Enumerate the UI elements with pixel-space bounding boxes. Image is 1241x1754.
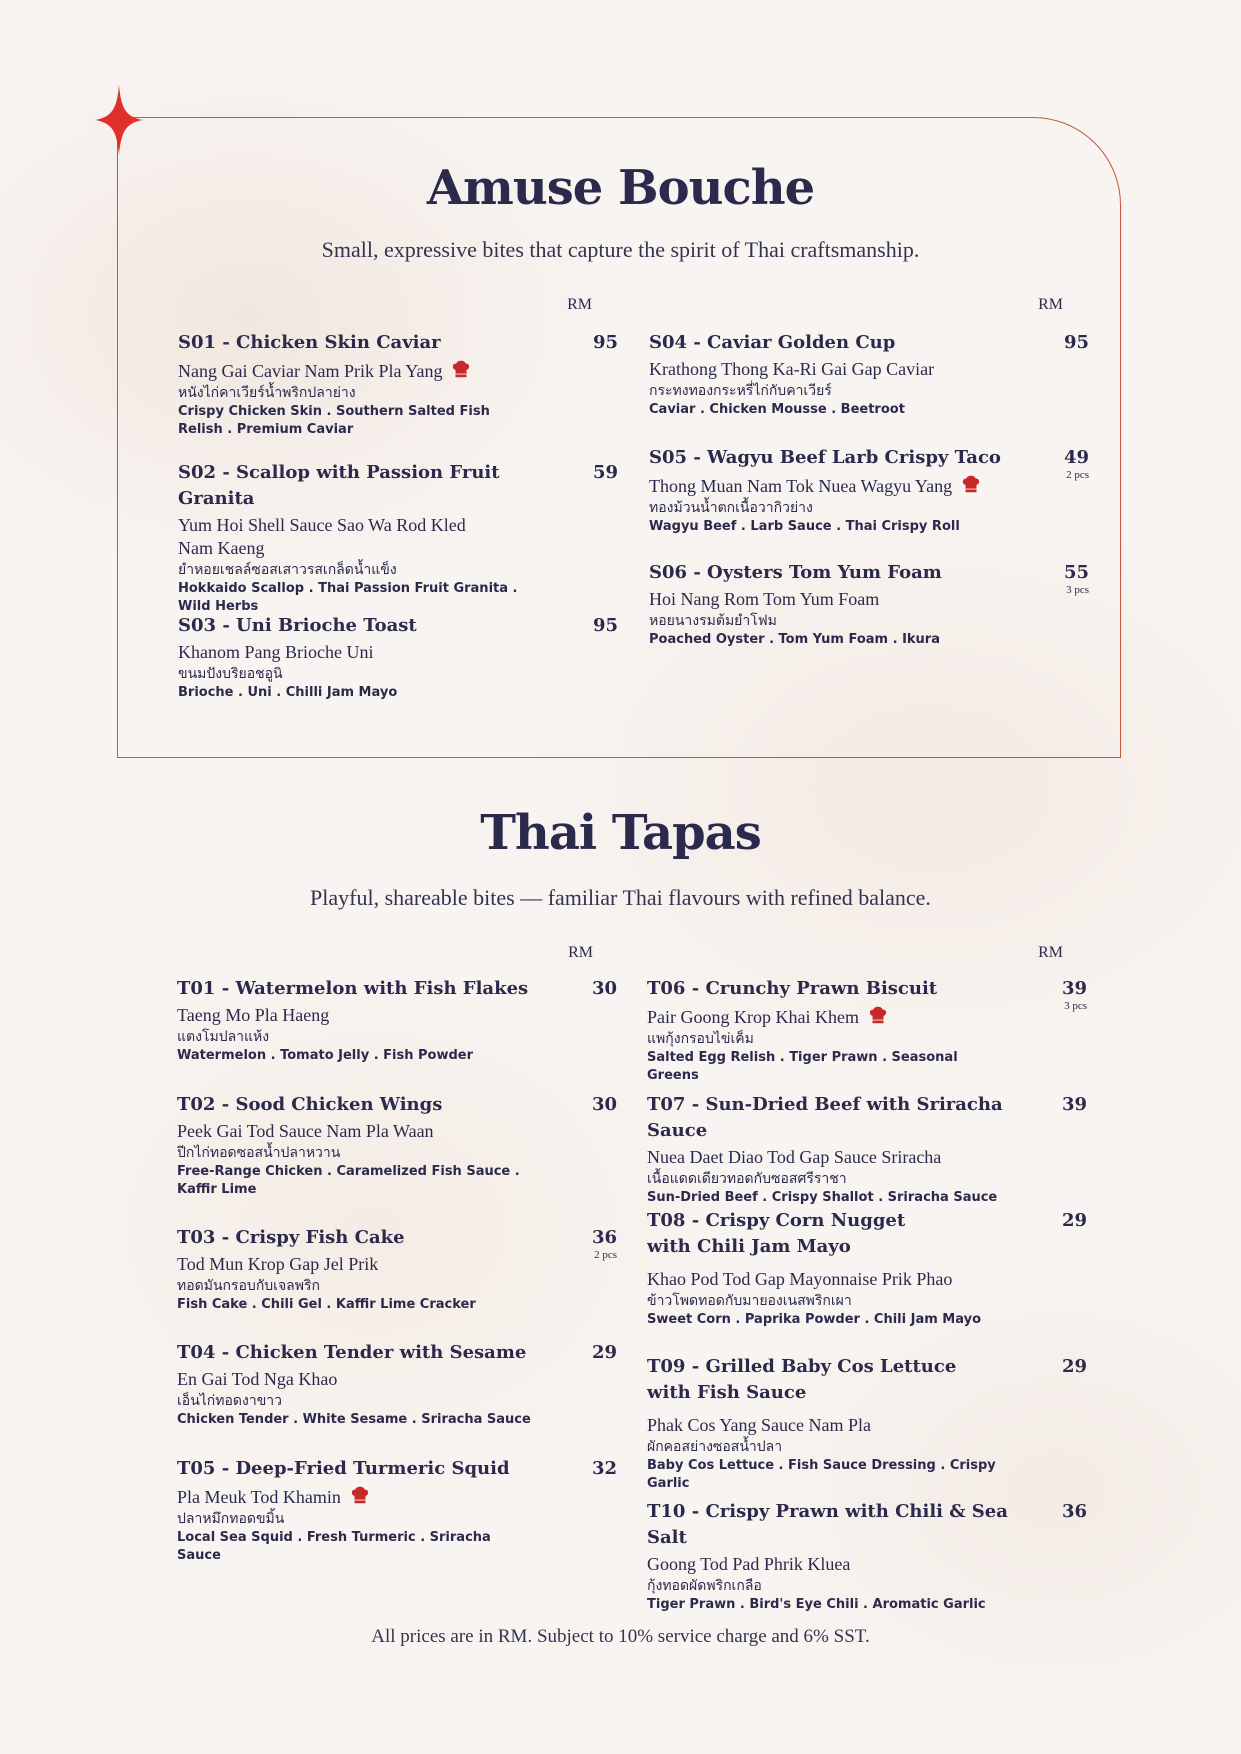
item-price: 29 xyxy=(1061,1210,1087,1231)
menu-item xyxy=(647,1499,1087,1614)
item-price: 95 xyxy=(1063,332,1089,353)
menu-item xyxy=(177,1225,617,1314)
item-thai: ยำหอยเชลล์ซอสเสาวรสเกล็ดน้ำแข็ง xyxy=(178,562,397,578)
item-thai-romanized: Krathong Thong Ka-Ri Gai Gap Caviar xyxy=(649,359,935,379)
menu-item xyxy=(177,1092,617,1199)
item-name: T08 - Crispy Corn Nugget with Chili Jam Mayo xyxy=(647,1210,906,1257)
item-thai: แตงโมปลาแห้ง xyxy=(177,1029,270,1045)
item-price: 39 xyxy=(1061,978,1087,999)
item-thai-romanized: Goong Tod Pad Phrik Kluea xyxy=(647,1554,851,1574)
item-price: 32 xyxy=(591,1458,617,1479)
item-thai-romanized: Thong Muan Nam Tok Nuea Wagyu Yang xyxy=(649,476,953,496)
menu-item xyxy=(647,976,1087,1085)
item-name: T10 - Crispy Prawn with Chili & Sea Salt xyxy=(647,1501,1008,1548)
tapas-rm-left: RM xyxy=(568,944,593,961)
item-thai-romanized: Hoi Nang Rom Tom Yum Foam xyxy=(649,589,880,609)
item-name: T01 - Watermelon with Fish Flakes xyxy=(177,978,529,999)
item-name: T03 - Crispy Fish Cake xyxy=(177,1227,405,1248)
item-price: 29 xyxy=(1061,1356,1087,1377)
item-thai-romanized: Tod Mun Krop Gap Jel Prik xyxy=(177,1254,379,1274)
item-thai-romanized: Peek Gai Tod Sauce Nam Pla Waan xyxy=(177,1121,434,1141)
item-description: Free-Range Chicken . Caramelized Fish Sauce . Kaffir Lime xyxy=(177,1164,520,1197)
chef-hat-icon xyxy=(349,1484,371,1506)
item-description: Tiger Prawn . Bird's Eye Chili . Aromatic Garlic xyxy=(647,1597,986,1612)
menu-item xyxy=(649,330,1089,419)
item-description: Fish Cake . Chili Gel . Kaffir Lime Cracker xyxy=(177,1297,476,1312)
item-description: Sweet Corn . Paprika Powder . Chili Jam Mayo xyxy=(647,1312,982,1327)
item-name: T07 - Sun-Dried Beef with Sriracha Sauce xyxy=(647,1094,1003,1141)
item-thai: เนื้อแดดเดียวทอดกับซอสศรีราชา xyxy=(647,1171,847,1187)
item-name: T02 - Sood Chicken Wings xyxy=(177,1094,443,1115)
item-thai: ผักคอสย่างซอสน้ำปลา xyxy=(647,1439,783,1455)
menu-item xyxy=(649,560,1089,649)
item-description: Brioche . Uni . Chilli Jam Mayo xyxy=(178,685,398,700)
item-thai: แพกุ้งกรอบไข่เค็ม xyxy=(647,1031,754,1047)
item-description: Chicken Tender . White Sesame . Sriracha Sauce xyxy=(177,1412,531,1427)
chef-hat-icon xyxy=(960,473,982,495)
item-name: S03 - Uni Brioche Toast xyxy=(178,615,417,636)
item-price: 55 xyxy=(1063,562,1089,583)
item-thai: เอ็นไก่ทอดงาขาว xyxy=(177,1393,282,1409)
item-thai: ปีกไก่ทอดซอสน้ำปลาหวาน xyxy=(177,1145,341,1161)
menu-item xyxy=(177,976,617,1065)
item-thai: กุ้งทอดผัดพริกเกลือ xyxy=(647,1578,762,1594)
item-description: Wagyu Beef . Larb Sauce . Thai Crispy Roll xyxy=(649,519,960,534)
menu-item xyxy=(177,1456,617,1565)
tapas-title: Thai Tapas xyxy=(480,805,761,861)
item-name: S04 - Caviar Golden Cup xyxy=(649,332,896,353)
item-description: Crispy Chicken Skin . Southern Salted Fish Relish . Premium Caviar xyxy=(178,404,490,437)
item-description: Sun-Dried Beef . Crispy Shallot . Sriracha Sauce xyxy=(647,1190,998,1205)
menu-item xyxy=(178,613,618,702)
menu-item xyxy=(647,1092,1087,1207)
item-price: 36 xyxy=(591,1227,617,1248)
amuse-rm-right: RM xyxy=(1038,296,1063,313)
menu-item xyxy=(178,330,618,439)
item-name: S05 - Wagyu Beef Larb Crispy Taco xyxy=(649,447,1001,468)
amuse-rm-left: RM xyxy=(567,296,592,313)
item-price: 36 xyxy=(1061,1501,1087,1522)
chef-hat-icon xyxy=(867,1004,889,1026)
item-thai: ปลาหมึกทอดขมิ้น xyxy=(177,1511,285,1527)
item-thai-romanized: Khanom Pang Brioche Uni xyxy=(178,642,374,662)
item-name: S01 - Chicken Skin Caviar xyxy=(178,332,441,353)
menu-item xyxy=(649,445,1089,536)
item-portion: 2 pcs xyxy=(1066,469,1089,481)
item-name: S06 - Oysters Tom Yum Foam xyxy=(649,562,942,583)
item-thai-romanized: Yum Hoi Shell Sauce Sao Wa Rod Kled Nam Kaeng xyxy=(178,515,466,558)
amuse-subtitle: Small, expressive bites that capture the spirit of Thai craftsmanship. xyxy=(321,237,920,262)
sparkle-star-icon xyxy=(95,85,143,155)
item-price: 95 xyxy=(592,332,618,353)
item-thai-romanized: Pla Meuk Tod Khamin xyxy=(177,1487,341,1507)
item-price: 30 xyxy=(591,1094,617,1115)
item-name: T04 - Chicken Tender with Sesame xyxy=(177,1342,527,1363)
item-portion: 3 pcs xyxy=(1066,584,1089,596)
item-thai: กระทงทองกระหรี่ไก่กับคาเวียร์ xyxy=(649,383,832,399)
item-thai-romanized: Phak Cos Yang Sauce Nam Pla xyxy=(647,1415,871,1435)
item-thai-romanized: Nuea Daet Diao Tod Gap Sauce Sriracha xyxy=(647,1147,942,1167)
item-name: S02 - Scallop with Passion Fruit Granita xyxy=(178,462,500,509)
item-thai: ข้าวโพดทอดกับมายองเนสพริกเผา xyxy=(647,1293,852,1309)
menu-item xyxy=(177,1340,617,1429)
item-portion: 2 pcs xyxy=(594,1249,617,1261)
item-thai-romanized: Taeng Mo Pla Haeng xyxy=(177,1005,330,1025)
item-price: 39 xyxy=(1061,1094,1087,1115)
item-description: Poached Oyster . Tom Yum Foam . Ikura xyxy=(649,632,940,647)
tapas-subtitle: Playful, shareable bites — familiar Thai flavours with refined balance. xyxy=(310,885,931,910)
item-price: 95 xyxy=(592,615,618,636)
item-description: Hokkaido Scallop . Thai Passion Fruit Granita . Wild Herbs xyxy=(178,581,518,614)
chef-hat-icon xyxy=(450,358,472,380)
menu-item xyxy=(178,460,618,616)
item-description: Baby Cos Lettuce . Fish Sauce Dressing . Crispy Garlic xyxy=(647,1458,996,1491)
item-portion: 3 pcs xyxy=(1064,1000,1087,1012)
item-description: Local Sea Squid . Fresh Turmeric . Sriracha Sauce xyxy=(177,1530,491,1563)
amuse-title: Amuse Bouche xyxy=(426,160,815,216)
item-thai-romanized: Khao Pod Tod Gap Mayonnaise Prik Phao xyxy=(647,1269,953,1289)
item-description: Caviar . Chicken Mousse . Beetroot xyxy=(649,402,905,417)
item-name: T05 - Deep-Fried Turmeric Squid xyxy=(177,1458,510,1479)
item-name: T09 - Grilled Baby Cos Lettuce with Fish Sauce xyxy=(647,1356,957,1403)
item-price: 30 xyxy=(591,978,617,999)
item-thai: ขนมปังบริยอชอูนิ xyxy=(178,666,283,682)
item-description: Salted Egg Relish . Tiger Prawn . Seasonal Greens xyxy=(647,1050,958,1083)
menu-item xyxy=(647,1208,1087,1329)
item-price: 29 xyxy=(591,1342,617,1363)
footer-note: All prices are in RM. Subject to 10% service charge and 6% SST. xyxy=(371,1626,870,1647)
item-thai: หอยนางรมต้มยำโฟม xyxy=(649,613,777,629)
item-name: T06 - Crunchy Prawn Biscuit xyxy=(647,978,938,999)
menu-item xyxy=(647,1354,1087,1493)
tapas-rm-right: RM xyxy=(1038,944,1063,961)
item-thai-romanized: Pair Goong Krop Khai Khem xyxy=(647,1007,859,1027)
item-description: Watermelon . Tomato Jelly . Fish Powder xyxy=(177,1048,474,1063)
item-thai: ทองม้วนน้ำตกเนื้อวากิวย่าง xyxy=(649,500,813,516)
item-thai-romanized: En Gai Tod Nga Khao xyxy=(177,1369,338,1389)
item-price: 59 xyxy=(592,462,618,483)
item-thai: ทอดมันกรอบกับเจลพริก xyxy=(177,1278,320,1294)
item-thai-romanized: Nang Gai Caviar Nam Prik Pla Yang xyxy=(178,361,443,381)
item-price: 49 xyxy=(1063,447,1089,468)
item-thai: หนังไก่คาเวียร์น้ำพริกปลาย่าง xyxy=(178,385,356,401)
